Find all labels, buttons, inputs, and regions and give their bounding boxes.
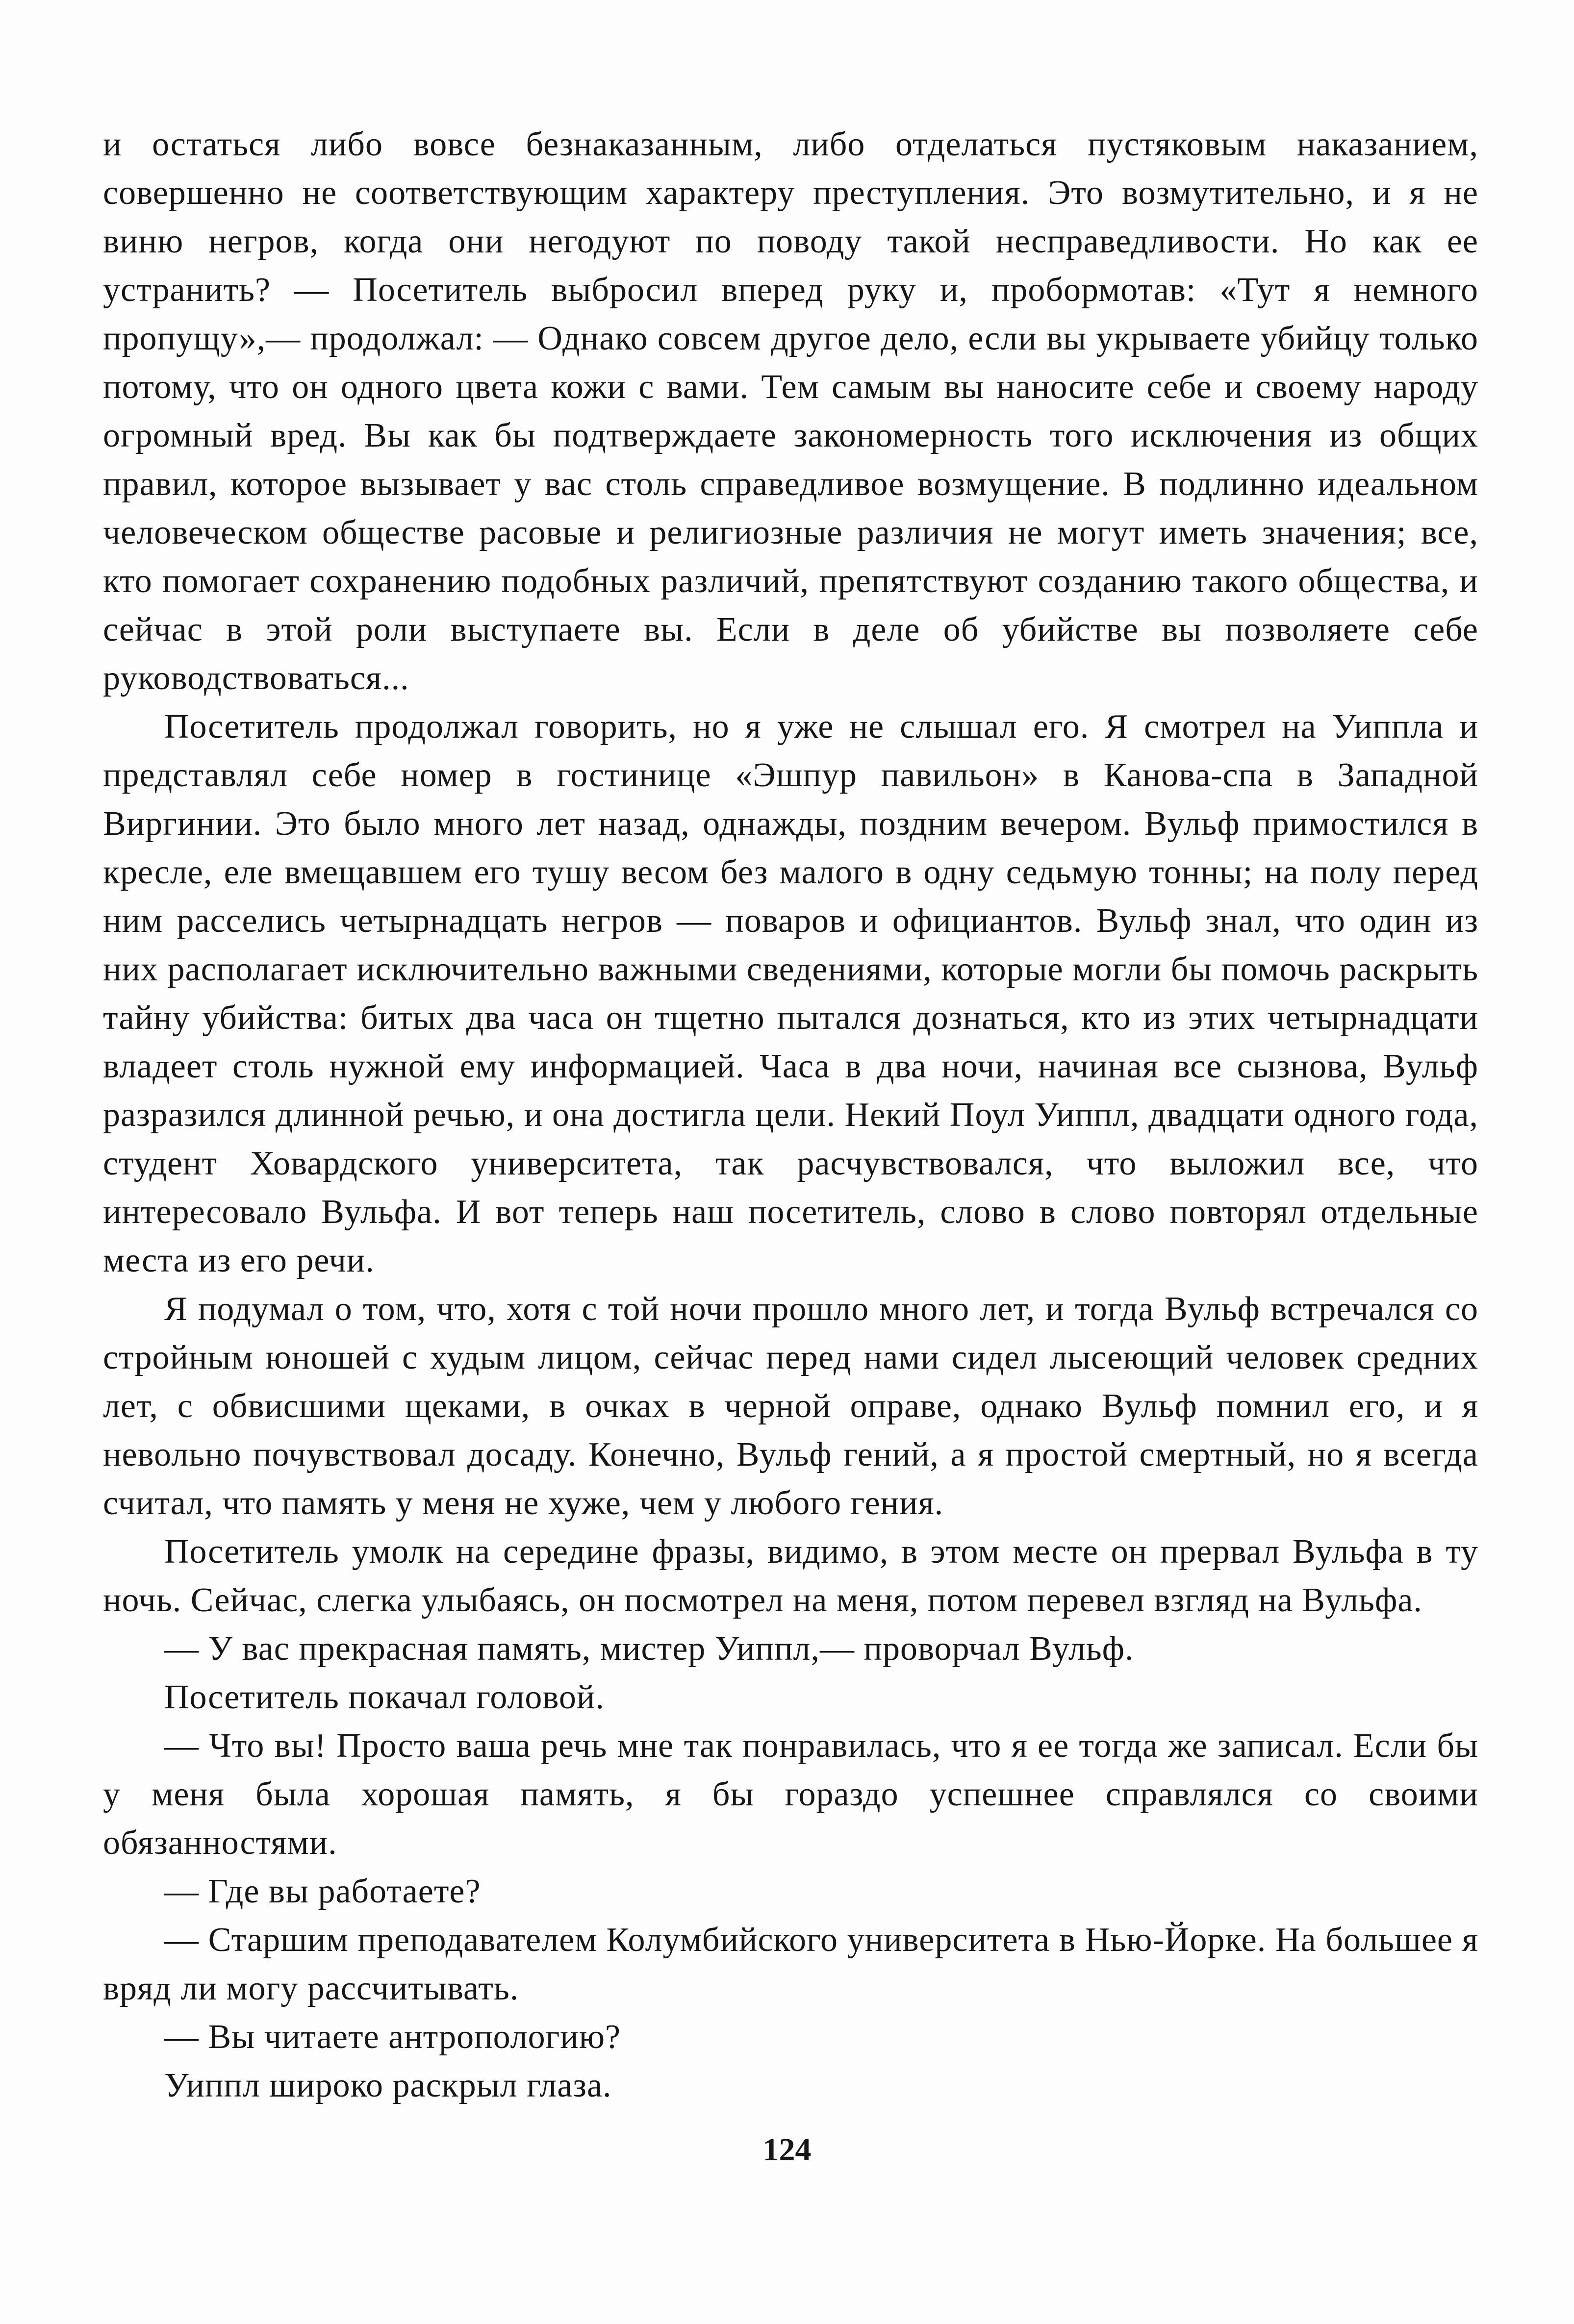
- paragraph-9: — Старшим преподавателем Колумбийского университета в Нью-Йорке. На большее я вряд ли могу рассчитывать.: [103, 1921, 1478, 2007]
- paragraph-2: Посетитель продолжал говорить, но я уже не слышал его. Я смотрел на Уиппла и представлял себе номер в гостинице «Эшпур павильон» в Канова-спа в Западной Виргинии. Это было много лет назад, однажды, поздним вечером. Вульф примостился в кресле, еле вмещавшем его тушу весом без малого в одну седьмую тонны; на полу перед ним расселись четырнадцать негров — поваров и официантов. Вульф знал, что один из них располагает исключительно важными сведениями, которые могли бы помочь раскрыть тайну убийства: битых два часа он тщетно пытался дознаться, кто из этих четырнадцати владеет столь нужной ему информацией. Часа в два ночи, начиная все сызнова, Вульф разразился длинной речью, и она достигла цели. Некий Поул Уиппл, двадцати одного года, студент Ховардского университета, так расчувствовался, что выложил все, что интересовало Вульфа. И вот теперь наш посетитель, слово в слово повторял отдельные места из его речи.: [103, 708, 1478, 1279]
- paragraph-6: Посетитель покачал головой.: [164, 1678, 605, 1716]
- paragraph-4: Посетитель умолк на середине фразы, видимо, в этом месте он прервал Вульфа в ту ночь. Сейчас, слегка улыбаясь, он посмотрел на меня, потом перевел взгляд на Вульфа.: [103, 1533, 1478, 1619]
- paragraph-3: Я подумал о том, что, хотя с той ночи прошло много лет, и тогда Вульф встречался со стройным юношей с худым лицом, сейчас перед нами сидел лысеющий человек средних лет, с обвисшими щеками, в очках в черной оправе, однако Вульф помнил его, и я невольно почувствовал досаду. Конечно, Вульф гений, а я простой смертный, но я всегда считал, что память у меня не хуже, чем у любого гения.: [103, 1290, 1478, 1522]
- paragraph-1: и остаться либо вовсе безнаказанным, либо отделаться пустяковым наказанием, совершенно не соответствующим характеру преступления. Это возмутительно, и я не виню негров, когда они негодуют по поводу такой несправедливости. Но как ее устранить? — Посетитель выбросил вперед руку и, пробормотав: «Тут я немного пропущу»,— продолжал: — Однако совсем другое дело, если вы укрываете убийцу только потому, что он одного цвета кожи с вами. Тем самым вы наносите себе и своему народу огромный вред. Вы как бы подтверждаете закономерность того исключения из общих правил, которое вызывает у вас столь справедливое возмущение. В подлинно идеальном человеческом обществе расовые и религиозные различия не могут иметь значения; все, кто помогает сохранению подобных различий, препятствуют созданию такого общества, и сейчас в этой роли выступаете вы. Если в деле об убийстве вы позволяете себе руководствоваться...: [103, 125, 1478, 697]
- page-number: 124: [762, 2132, 812, 2168]
- paragraph-10: — Вы читаете антропологию?: [164, 2018, 621, 2056]
- paragraph-7: — Что вы! Просто ваша речь мне так понравилась, что я ее тогда же записал. Если бы у меня была хорошая память, я бы гораздо успешнее справлялся со своими обязанностями.: [103, 1727, 1478, 1862]
- body-text: [103, 120, 1478, 2110]
- paragraph-5: — У вас прекрасная память, мистер Уиппл,— проворчал Вульф.: [164, 1630, 1134, 1668]
- paragraph-11: Уиппл широко раскрыл глаза.: [164, 2067, 612, 2104]
- paragraph-8: — Где вы работаете?: [164, 1873, 481, 1910]
